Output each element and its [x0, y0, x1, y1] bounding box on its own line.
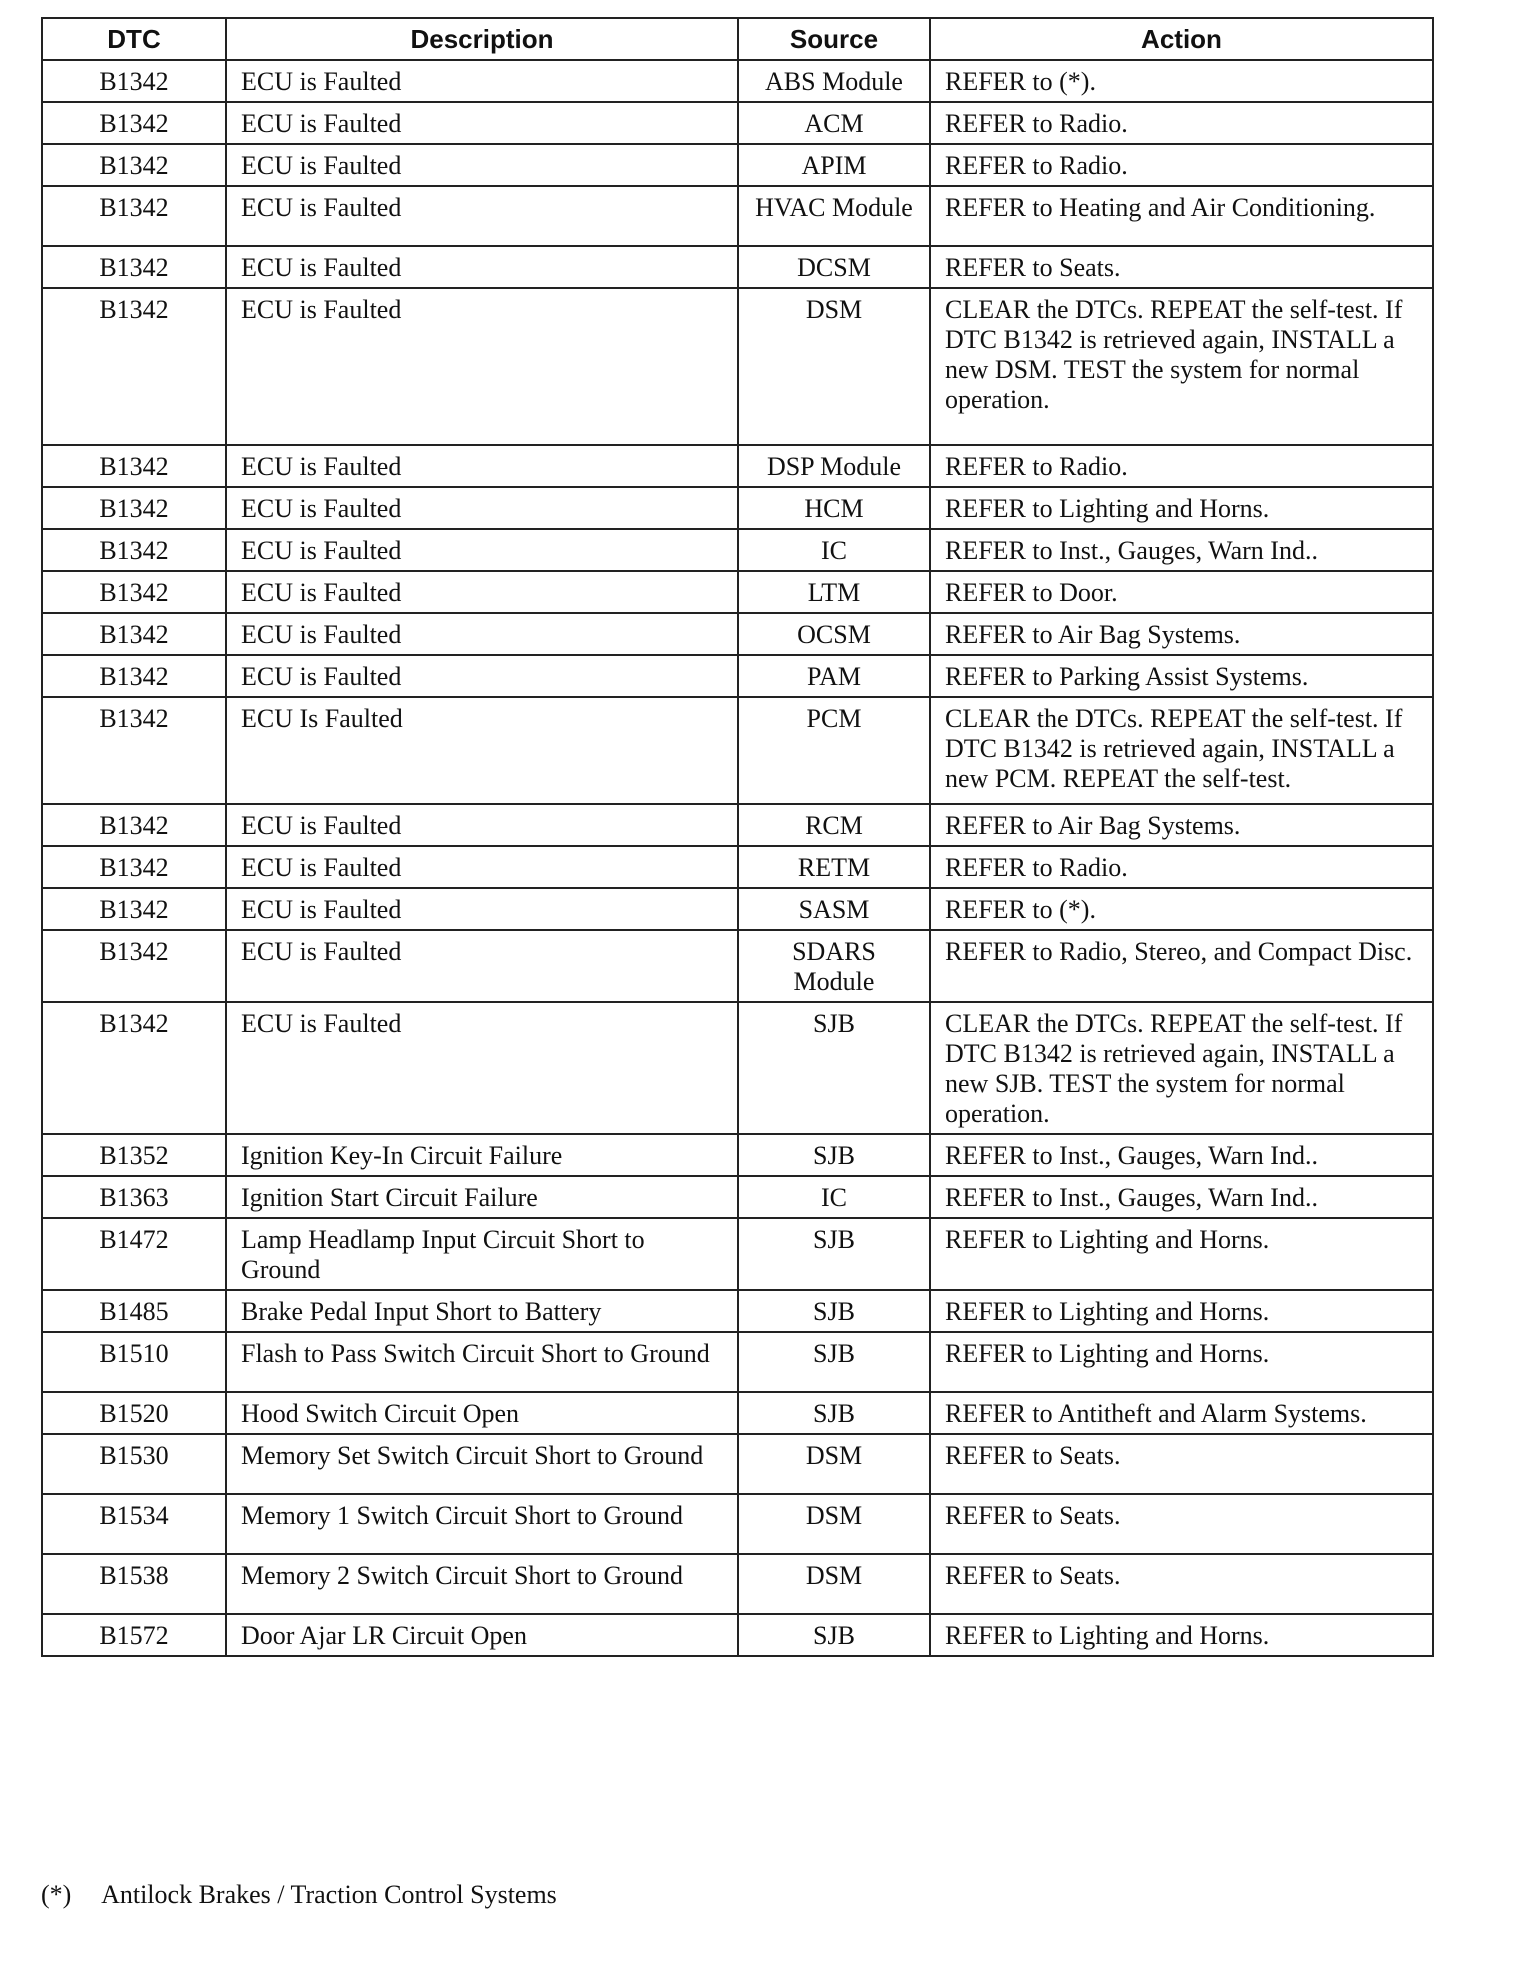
- dtc-code-cell: B1485: [42, 1290, 226, 1332]
- description-cell: ECU is Faulted: [226, 288, 738, 445]
- description-cell: ECU is Faulted: [226, 888, 738, 930]
- dtc-code-cell: B1538: [42, 1554, 226, 1614]
- dtc-code-cell: B1342: [42, 655, 226, 697]
- description-cell: ECU is Faulted: [226, 846, 738, 888]
- dtc-code-cell: B1342: [42, 102, 226, 144]
- dtc-code-cell: B1342: [42, 288, 226, 445]
- dtc-code-cell: B1342: [42, 529, 226, 571]
- table-row: [42, 613, 1433, 655]
- table-row: [42, 186, 1433, 246]
- source-cell: HVAC Module: [738, 186, 930, 246]
- table-row: [42, 1134, 1433, 1176]
- table-row: [42, 1434, 1433, 1494]
- description-cell: ECU is Faulted: [226, 102, 738, 144]
- action-cell: CLEAR the DTCs. REPEAT the self-test. If DTC B1342 is retrieved again, INSTALL a new DSM. TEST the system for normal operation.: [930, 288, 1433, 445]
- description-cell: ECU is Faulted: [226, 60, 738, 102]
- description-cell: ECU is Faulted: [226, 487, 738, 529]
- source-cell: SJB: [738, 1134, 930, 1176]
- description-cell: ECU is Faulted: [226, 930, 738, 1002]
- dtc-code-cell: B1342: [42, 804, 226, 846]
- dtc-code-cell: B1530: [42, 1434, 226, 1494]
- dtc-code-cell: B1342: [42, 487, 226, 529]
- dtc-code-cell: B1342: [42, 888, 226, 930]
- column-header-source: Source: [738, 18, 930, 60]
- action-cell: REFER to Radio.: [930, 445, 1433, 487]
- dtc-code-cell: B1342: [42, 613, 226, 655]
- table-row: [42, 804, 1433, 846]
- description-cell: ECU is Faulted: [226, 445, 738, 487]
- table-row: [42, 1290, 1433, 1332]
- dtc-code-cell: B1342: [42, 246, 226, 288]
- action-cell: REFER to Radio.: [930, 102, 1433, 144]
- action-cell: REFER to Antitheft and Alarm Systems.: [930, 1392, 1433, 1434]
- table-row: [42, 445, 1433, 487]
- table-body: [42, 60, 1433, 1656]
- description-cell: ECU is Faulted: [226, 144, 738, 186]
- action-cell: REFER to Air Bag Systems.: [930, 613, 1433, 655]
- description-cell: Lamp Headlamp Input Circuit Short to Ground: [226, 1218, 738, 1290]
- action-cell: REFER to Lighting and Horns.: [930, 1218, 1433, 1290]
- source-cell: ACM: [738, 102, 930, 144]
- dtc-code-cell: B1510: [42, 1332, 226, 1392]
- description-cell: ECU is Faulted: [226, 529, 738, 571]
- column-header-action: Action: [930, 18, 1433, 60]
- dtc-code-cell: B1342: [42, 60, 226, 102]
- dtc-code-cell: B1342: [42, 1002, 226, 1134]
- source-cell: RETM: [738, 846, 930, 888]
- table-row: [42, 1002, 1433, 1134]
- source-cell: SJB: [738, 1332, 930, 1392]
- header-row: [42, 18, 1433, 60]
- action-cell: REFER to Seats.: [930, 1434, 1433, 1494]
- action-cell: CLEAR the DTCs. REPEAT the self-test. If DTC B1342 is retrieved again, INSTALL a new SJB. TEST the system for normal operation.: [930, 1002, 1433, 1134]
- table-row: [42, 888, 1433, 930]
- action-cell: REFER to Parking Assist Systems.: [930, 655, 1433, 697]
- description-cell: ECU is Faulted: [226, 1002, 738, 1134]
- source-cell: SJB: [738, 1290, 930, 1332]
- table-row: [42, 1554, 1433, 1614]
- source-cell: OCSM: [738, 613, 930, 655]
- action-cell: REFER to Lighting and Horns.: [930, 1290, 1433, 1332]
- dtc-code-cell: B1342: [42, 571, 226, 613]
- table-row: [42, 1332, 1433, 1392]
- description-cell: Door Ajar LR Circuit Open: [226, 1614, 738, 1656]
- source-cell: DCSM: [738, 246, 930, 288]
- dtc-table: [41, 17, 1434, 1657]
- action-cell: REFER to Lighting and Horns.: [930, 1332, 1433, 1392]
- source-cell: DSM: [738, 1554, 930, 1614]
- description-cell: ECU is Faulted: [226, 655, 738, 697]
- dtc-code-cell: B1534: [42, 1494, 226, 1554]
- action-cell: REFER to Inst., Gauges, Warn Ind..: [930, 529, 1433, 571]
- description-cell: Memory 2 Switch Circuit Short to Ground: [226, 1554, 738, 1614]
- dtc-code-cell: B1342: [42, 846, 226, 888]
- dtc-code-cell: B1363: [42, 1176, 226, 1218]
- table-row: [42, 1494, 1433, 1554]
- source-cell: SJB: [738, 1392, 930, 1434]
- action-cell: REFER to Radio, Stereo, and Compact Disc.: [930, 930, 1433, 1002]
- description-cell: Memory 1 Switch Circuit Short to Ground: [226, 1494, 738, 1554]
- dtc-code-cell: B1472: [42, 1218, 226, 1290]
- dtc-code-cell: B1342: [42, 144, 226, 186]
- source-cell: PCM: [738, 697, 930, 804]
- source-cell: SASM: [738, 888, 930, 930]
- source-cell: DSP Module: [738, 445, 930, 487]
- source-cell: IC: [738, 529, 930, 571]
- source-cell: RCM: [738, 804, 930, 846]
- dtc-code-cell: B1342: [42, 186, 226, 246]
- action-cell: REFER to (*).: [930, 60, 1433, 102]
- description-cell: ECU is Faulted: [226, 804, 738, 846]
- action-cell: REFER to Radio.: [930, 144, 1433, 186]
- column-header-description: Description: [226, 18, 738, 60]
- dtc-code-cell: B1352: [42, 1134, 226, 1176]
- action-cell: REFER to Door.: [930, 571, 1433, 613]
- source-cell: DSM: [738, 1434, 930, 1494]
- source-cell: SJB: [738, 1002, 930, 1134]
- description-cell: Memory Set Switch Circuit Short to Ground: [226, 1434, 738, 1494]
- description-cell: Hood Switch Circuit Open: [226, 1392, 738, 1434]
- description-cell: ECU Is Faulted: [226, 697, 738, 804]
- description-cell: Brake Pedal Input Short to Battery: [226, 1290, 738, 1332]
- table-row: [42, 144, 1433, 186]
- table-row: [42, 930, 1433, 1002]
- table-row: [42, 1176, 1433, 1218]
- table-row: [42, 697, 1433, 804]
- dtc-code-cell: B1342: [42, 697, 226, 804]
- action-cell: REFER to Lighting and Horns.: [930, 1614, 1433, 1656]
- table-header: [42, 18, 1433, 60]
- action-cell: REFER to (*).: [930, 888, 1433, 930]
- action-cell: REFER to Radio.: [930, 846, 1433, 888]
- footnote: [41, 1880, 1432, 1910]
- dtc-code-cell: B1520: [42, 1392, 226, 1434]
- dtc-code-cell: B1572: [42, 1614, 226, 1656]
- table-row: [42, 1218, 1433, 1290]
- table-row: [42, 571, 1433, 613]
- description-cell: ECU is Faulted: [226, 571, 738, 613]
- dtc-code-cell: B1342: [42, 930, 226, 1002]
- source-cell: LTM: [738, 571, 930, 613]
- footnote-text: Antilock Brakes / Traction Control Systems: [101, 1880, 557, 1909]
- column-header-dtc: DTC: [42, 18, 226, 60]
- table-row: [42, 102, 1433, 144]
- table-row: [42, 487, 1433, 529]
- source-cell: DSM: [738, 1494, 930, 1554]
- action-cell: CLEAR the DTCs. REPEAT the self-test. If DTC B1342 is retrieved again, INSTALL a new PCM. REPEAT the self-test.: [930, 697, 1433, 804]
- description-cell: Ignition Key-In Circuit Failure: [226, 1134, 738, 1176]
- description-cell: ECU is Faulted: [226, 613, 738, 655]
- table-row: [42, 1392, 1433, 1434]
- action-cell: REFER to Seats.: [930, 246, 1433, 288]
- source-cell: SJB: [738, 1218, 930, 1290]
- footnote-mark: (*): [41, 1880, 72, 1909]
- dtc-code-cell: B1342: [42, 445, 226, 487]
- source-cell: IC: [738, 1176, 930, 1218]
- description-cell: Flash to Pass Switch Circuit Short to Ground: [226, 1332, 738, 1392]
- source-cell: ABS Module: [738, 60, 930, 102]
- action-cell: REFER to Lighting and Horns.: [930, 487, 1433, 529]
- table-row: [42, 655, 1433, 697]
- action-cell: REFER to Inst., Gauges, Warn Ind..: [930, 1134, 1433, 1176]
- source-cell: SDARS Module: [738, 930, 930, 1002]
- description-cell: Ignition Start Circuit Failure: [226, 1176, 738, 1218]
- table-row: [42, 288, 1433, 445]
- action-cell: REFER to Heating and Air Conditioning.: [930, 186, 1433, 246]
- description-cell: ECU is Faulted: [226, 246, 738, 288]
- source-cell: APIM: [738, 144, 930, 186]
- action-cell: REFER to Seats.: [930, 1494, 1433, 1554]
- table-row: [42, 846, 1433, 888]
- table-row: [42, 1614, 1433, 1656]
- source-cell: HCM: [738, 487, 930, 529]
- table-row: [42, 60, 1433, 102]
- source-cell: SJB: [738, 1614, 930, 1656]
- source-cell: DSM: [738, 288, 930, 445]
- description-cell: ECU is Faulted: [226, 186, 738, 246]
- table-row: [42, 246, 1433, 288]
- action-cell: REFER to Inst., Gauges, Warn Ind..: [930, 1176, 1433, 1218]
- source-cell: PAM: [738, 655, 930, 697]
- action-cell: REFER to Seats.: [930, 1554, 1433, 1614]
- action-cell: REFER to Air Bag Systems.: [930, 804, 1433, 846]
- table-row: [42, 529, 1433, 571]
